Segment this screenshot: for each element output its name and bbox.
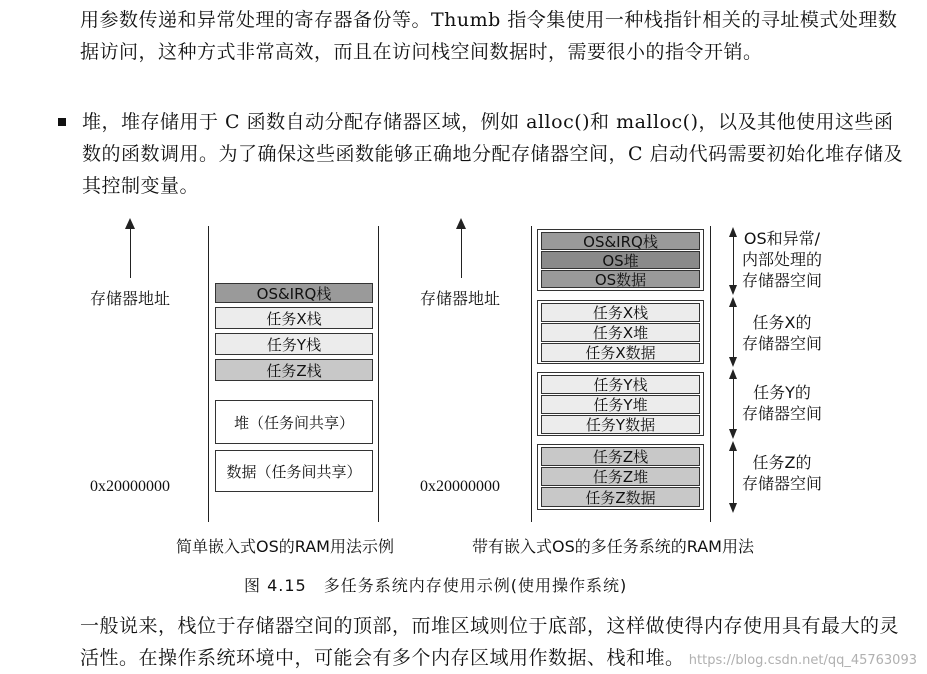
right-task-z-side-line-1: 任务Z的: [752, 453, 812, 472]
paragraph-1: 用参数传递和异常处理的寄存器备份等。Thumb 指令集使用一种栈指针相关的寻址模式处理数据访问，这种方式非常高效，而且在访问栈空间数据时，需要很小的指令开销。: [80, 9, 898, 63]
paragraph-3: 一般说来，栈位于存储器空间的顶部，而堆区域则位于底部，这样做使得内存使用具有最大的灵活性。在操作系统环境中，可能会有多个内存区域用作数据、栈和堆。: [80, 615, 900, 669]
right-block-task-x-data: 任务X数据: [541, 343, 700, 362]
left-axis-label: 存储器地址: [90, 289, 171, 308]
right-os-span-arrow: [733, 236, 734, 286]
right-block-task-y-data: 任务Y数据: [541, 415, 700, 434]
right-block-task-y-stack: 任务Y栈: [541, 375, 700, 394]
right-axis-label: 存储器地址: [420, 289, 501, 308]
bullet-marker: [58, 118, 66, 126]
right-task-x-side-line-1: 任务X的: [752, 313, 812, 332]
right-task-z-side-line-2: 存储器空间: [742, 474, 823, 493]
left-block-task-z-stack: 任务Z栈: [215, 359, 373, 381]
right-task-y-side-line-1: 任务Y的: [753, 383, 811, 402]
right-os-side-line-1: OS和异常/: [743, 229, 821, 248]
right-block-task-z-data: 任务Z数据: [541, 487, 700, 507]
left-ram-right-edge: [378, 226, 379, 522]
left-block-data: 数据（任务间共享）: [215, 450, 373, 492]
left-block-task-y-stack: 任务Y栈: [215, 333, 373, 355]
right-block-task-z-heap: 任务Z堆: [541, 467, 700, 486]
left-address-arrow: [130, 228, 131, 278]
right-address-arrow: [461, 228, 462, 278]
left-base-address: 0x20000000: [90, 478, 170, 495]
right-block-os-data: OS数据: [541, 270, 700, 288]
left-block-task-x-stack: 任务X栈: [215, 307, 373, 329]
bullet-heap-text: 堆，堆存储用于 C 函数自动分配存储器区域，例如 alloc()和 malloc()，以及其他使用这些函数的函数调用。为了确保这些函数能够正确地分配存储器空间，C 启动代码需要初始化堆存储及其控制变量。: [82, 111, 904, 197]
right-base-address: 0x20000000: [420, 478, 500, 495]
right-os-side-line-3: 存储器空间: [742, 271, 823, 290]
right-block-os-heap: OS堆: [541, 251, 700, 269]
right-task-y-side-label: [742, 382, 822, 424]
figure-caption: 图 4.15 多任务系统内存使用示例(使用操作系统): [244, 576, 628, 595]
right-task-x-side-line-2: 存储器空间: [742, 334, 823, 353]
left-block-os-irq-stack: OS&IRQ栈: [215, 283, 373, 303]
left-caption: 简单嵌入式OS的RAM用法示例: [176, 537, 394, 556]
left-block-heap: 堆（任务间共享）: [215, 400, 373, 444]
right-task-x-span-arrow: [733, 306, 734, 358]
right-block-task-z-stack: 任务Z栈: [541, 447, 700, 466]
right-task-y-side-line-2: 存储器空间: [742, 404, 823, 423]
right-ram-right-edge: [710, 226, 711, 522]
right-block-task-x-heap: 任务X堆: [541, 323, 700, 342]
right-task-x-side-label: [742, 312, 822, 354]
bullet-heap: [58, 106, 908, 202]
watermark: https://blog.csdn.net/qq_45763093: [688, 653, 917, 668]
right-caption: 带有嵌入式OS的多任务系统的RAM用法: [472, 537, 754, 556]
right-task-z-side-label: [742, 452, 822, 494]
right-ram-left-edge: [531, 226, 532, 522]
right-task-y-span-arrow: [733, 378, 734, 430]
left-ram-left-edge: [208, 226, 209, 522]
right-task-z-span-arrow: [733, 450, 734, 504]
right-block-task-y-heap: 任务Y堆: [541, 395, 700, 414]
right-os-side-label: [742, 228, 822, 291]
right-block-os-irq-stack: OS&IRQ栈: [541, 232, 700, 250]
right-os-side-line-2: 内部处理的: [742, 250, 823, 269]
right-block-task-x-stack: 任务X栈: [541, 303, 700, 322]
